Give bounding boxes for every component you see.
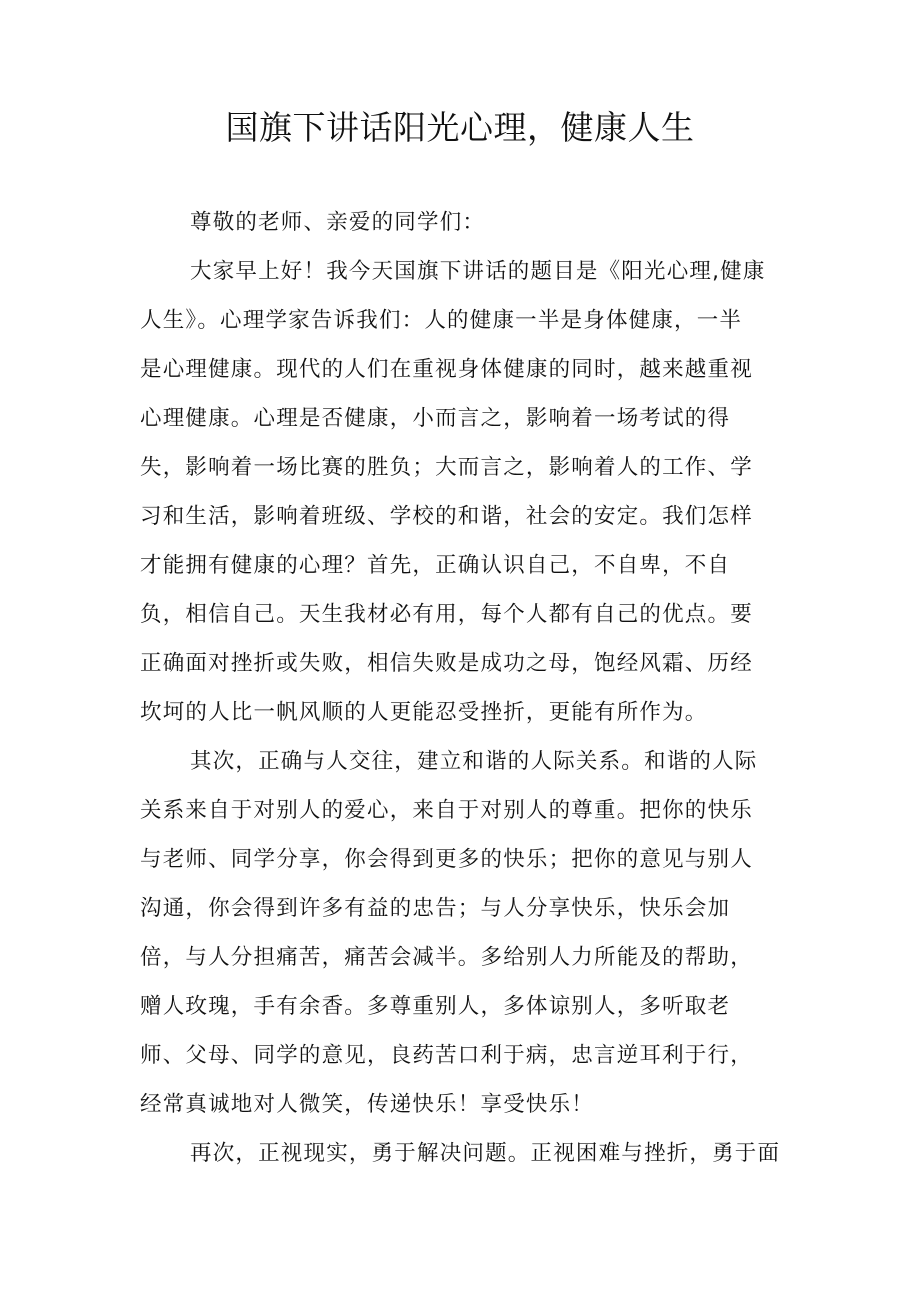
paragraph-2-line-5: 倍，与人分担痛苦，痛苦会减半。多给别人力所能及的帮助， [140,945,753,970]
paragraph-1-line-1: 大家早上好！我今天国旗下讲话的题目是《阳光心理,健康 [190,259,766,284]
paragraph-1-line-6: 习和生活，影响着班级、学校的和谐，社会的安定。我们怎样 [140,504,753,529]
paragraph-1-line-5: 失，影响着一场比赛的胜负；大而言之，影响着人的工作、学 [140,455,753,480]
paragraph-2-line-4: 沟通，你会得到许多有益的忠告；与人分享快乐，快乐会加 [140,896,731,921]
paragraph-2-line-1: 其次，正确与人交往，建立和谐的人际关系。和谐的人际 [190,749,758,774]
paragraph-2-line-2: 关系来自于对别人的爱心，来自于对别人的尊重。把你的快乐 [140,798,753,823]
paragraph-2-line-3: 与老师、同学分享，你会得到更多的快乐；把你的意见与别人 [140,847,753,872]
paragraph-1-line-9: 正确面对挫折或失败，相信失败是成功之母，饱经风霜、历经 [140,651,753,676]
paragraph-1-line-3: 是心理健康。现代的人们在重视身体健康的同时，越来越重视 [140,357,753,382]
paragraph-1-line-2: 人生》。心理学家告诉我们：人的健康一半是身体健康，一半 [140,308,743,333]
paragraph-1-line-10: 坎坷的人比一帆风顺的人更能忍受挫折，更能有所作为。 [140,700,708,725]
page-title: 国旗下讲话阳光心理，健康人生 [225,108,695,147]
paragraph-2-line-6: 赠人玫瑰，手有余香。多尊重别人，多体谅别人，多听取老 [140,994,731,1019]
paragraph-2-line-7: 师、父母、同学的意见，良药苦口利于病，忠言逆耳利于行， [140,1043,753,1068]
paragraph-3-line-1: 再次，正视现实，勇于解决问题。正视困难与挫折，勇于面 [190,1141,781,1166]
paragraph-1-line-8: 负，相信自己。天生我材必有用，每个人都有自己的优点。要 [140,602,753,627]
paragraph-1-line-7: 才能拥有健康的心理？首先，正确认识自己，不自卑，不自 [140,553,731,578]
paragraph-2-line-8: 经常真诚地对人微笑，传递快乐！享受快乐！ [140,1092,595,1117]
salutation-line: 尊敬的老师、亲爱的同学们： [190,210,486,235]
paragraph-1-line-4: 心理健康。心理是否健康，小而言之，影响着一场考试的得 [140,406,731,431]
